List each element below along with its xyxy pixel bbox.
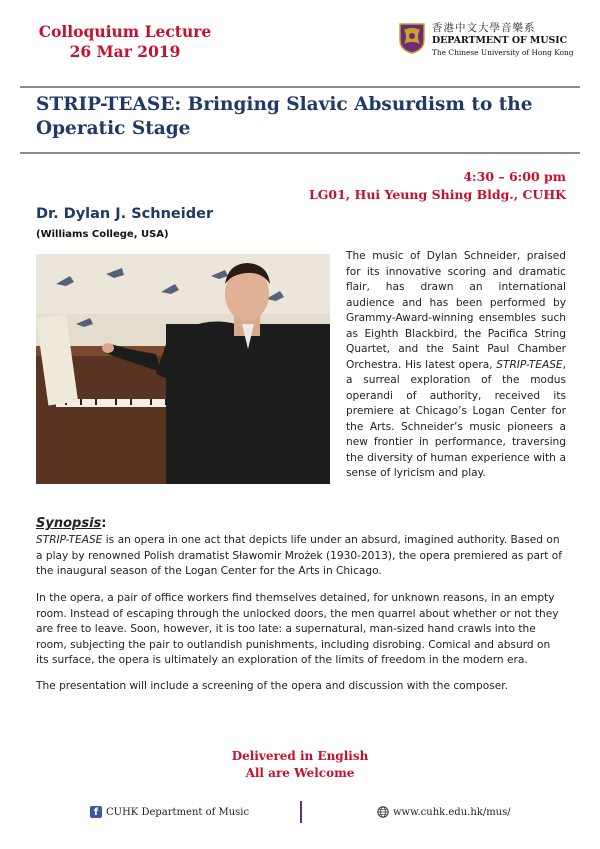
top-divider xyxy=(20,86,580,88)
bio-text-start: The music of Dylan Schneider, praised for its innovative scoring and dramatic flair, has drawn an international audience and has been performed by Grammy-Award-winning ensembles such as Eighth Blackbird, the Pacifica String Quartet, and the Saint Paul Chamber Orchestra. His latest opera, xyxy=(346,250,566,371)
department-logo xyxy=(398,20,578,70)
synopsis-paragraph-1-text: is an opera in one act that depicts life under an absurd, imagined authority. Based on a play by renowned Polish dramatist Sławomir Mrożek (1930-2013), the opera premiered as part of the inaugural season of the Logan Center for the Arts in Chicago. xyxy=(36,534,563,577)
website-url: www.cuhk.edu.hk/mus/ xyxy=(393,806,511,818)
synopsis-opera-title: STRIP-TEASE xyxy=(36,534,103,546)
cuhk-crest-icon xyxy=(398,22,426,54)
lecture-title: STRIP-TEASE: Bringing Slavic Absurdism to the Operatic Stage xyxy=(36,94,533,139)
globe-icon xyxy=(377,806,389,818)
event-type-label: Colloquium Lecture xyxy=(38,22,212,41)
synopsis-colon: : xyxy=(101,516,107,531)
synopsis-paragraph-2: In the opera, a pair of office workers find themselves detained, for unknown reasons, in an empty room. Instead of escaping through the unlocked doors, the men quarrel about whether or not they are free to leave. Soon, however, it is too late: a supernatural, man-sized hand crawls into the room, subjecting the pair to outlandish punishments, including disrobing. Comical and absurd on its surface, the opera is ultimately an exploration of the limits of freedom in the modern era. xyxy=(36,592,559,666)
synopsis-label: Synopsis xyxy=(36,516,102,531)
welcome-note: All are Welcome xyxy=(245,766,355,780)
event-time: 4:30 – 6:00 pm xyxy=(463,169,566,184)
event-header xyxy=(20,22,230,62)
language-note: Delivered in English xyxy=(231,749,369,763)
speaker-name: Dr. Dylan J. Schneider xyxy=(36,206,214,222)
event-date: 26 Mar 2019 xyxy=(69,42,181,61)
bio-opera-title: STRIP-TEASE xyxy=(496,358,563,371)
footer-divider xyxy=(300,801,302,823)
speaker-photo xyxy=(36,254,330,484)
speaker-affiliation: (Williams College, USA) xyxy=(36,229,169,240)
facebook-link[interactable] xyxy=(90,806,249,818)
facebook-link-text: CUHK Department of Music xyxy=(106,806,250,818)
presentation-note: The presentation will include a screening of the opera and discussion with the composer. xyxy=(36,680,508,692)
synopsis-paragraph-1 xyxy=(36,533,566,580)
bio-text-end: , a surreal exploration of the modus operandi of authority, received its premiere at Chicago’s Logan Center for the Arts. Schneider’s music pioneers a new frontier in performance, traversing the diversity of human experience with a sense of lyricism and play. xyxy=(346,358,566,479)
logo-department-name: DEPARTMENT OF MUSIC xyxy=(432,35,568,46)
logo-university-name: The Chinese University of Hong Kong xyxy=(432,48,574,57)
event-venue: LG01, Hui Yeung Shing Bldg., CUHK xyxy=(308,187,566,202)
speaker-bio xyxy=(346,249,566,482)
synopsis-heading xyxy=(36,516,106,531)
logo-chinese-name: 香港中文大學音樂系 xyxy=(432,22,536,34)
website-link[interactable] xyxy=(377,806,511,818)
title-divider xyxy=(20,152,580,154)
facebook-icon: f xyxy=(90,806,102,818)
